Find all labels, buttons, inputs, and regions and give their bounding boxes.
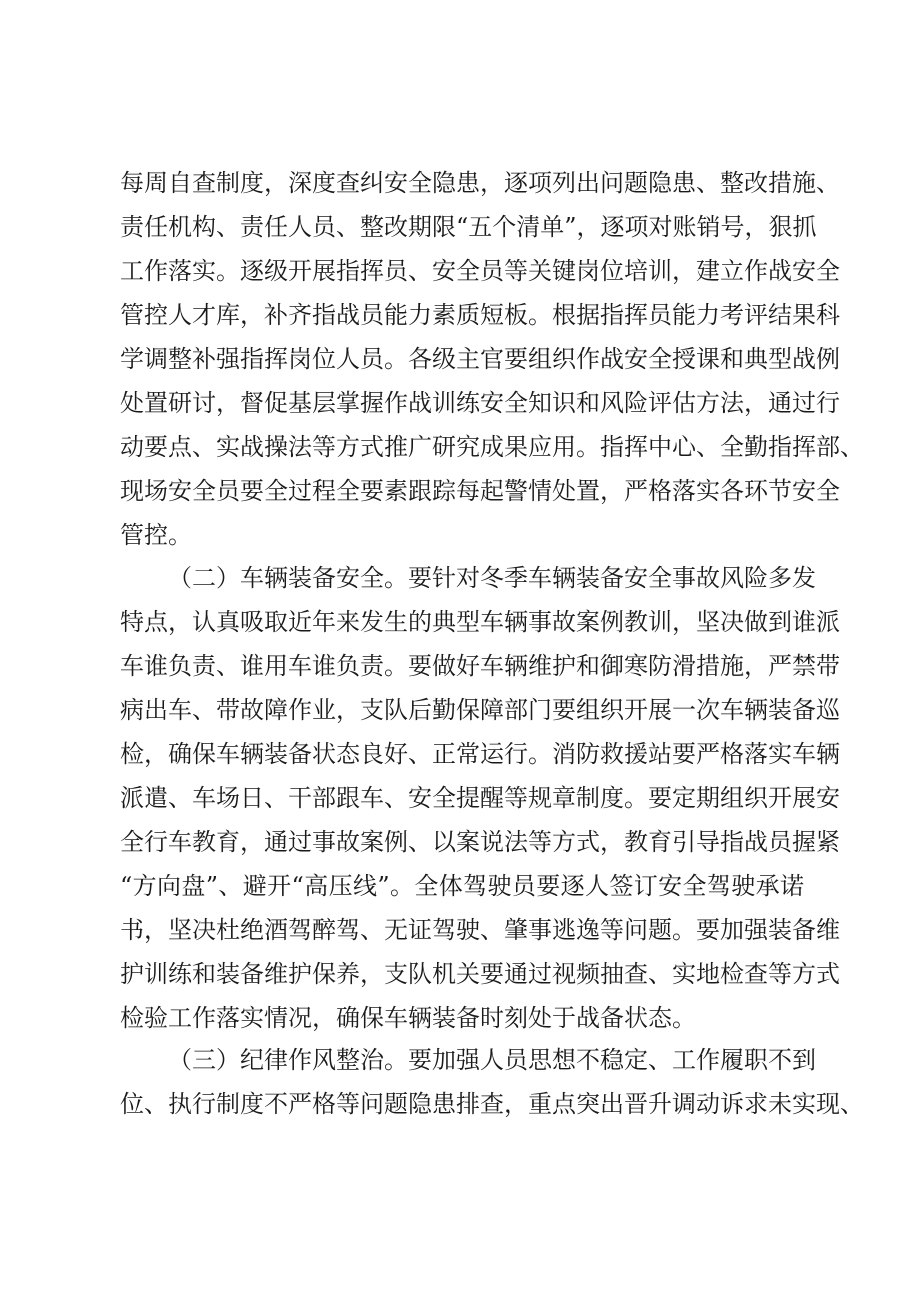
text-line: 书，坚决杜绝酒驾醉驾、无证驾驶、肇事逃逸等问题。要加强装备维 (120, 916, 840, 944)
text-line: 学调整补强指挥岗位人员。各级主官要组织作战安全授课和典型战例 (120, 345, 840, 373)
text-line: 特点，认真吸取近年来发生的典型车辆事故案例教训，坚决做到谁派 (120, 608, 840, 636)
text-line: 工作落实。逐级开展指挥员、安全员等关键岗位培训，建立作战安全 (120, 257, 840, 285)
text-line: 责任机构、责任人员、整改期限“五个清单”，逐项对账销号，狠抓 (120, 213, 817, 241)
text-line: 每周自查制度，深度查纠安全隐患，逐项列出问题隐患、整改措施、 (120, 169, 840, 197)
text-line: 管控。 (120, 521, 192, 549)
text-line: 动要点、实战操法等方式推广研究成果应用。指挥中心、全勤指挥部、 (120, 433, 864, 461)
text-line: 护训练和装备维护保养，支队机关要通过视频抽查、实地检查等方式 (120, 960, 840, 988)
text-line: 检，确保车辆装备状态良好、正常运行。消防救援站要严格落实车辆 (120, 740, 840, 768)
section-heading-line: （三）纪律作风整治。要加强人员思想不稳定、工作履职不到 (168, 1046, 816, 1074)
text-line: 全行车教育，通过事故案例、以案说法等方式，教育引导指战员握紧 (120, 828, 840, 856)
text-line: 病出车、带故障作业，支队后勤保障部门要组织开展一次车辆装备巡 (120, 696, 840, 724)
text-line: 管控人才库，补齐指战员能力素质短板。根据指挥员能力考评结果科 (120, 301, 840, 329)
text-line: 现场安全员要全过程全要素跟踪每起警情处置，严格落实各环节安全 (120, 477, 840, 505)
text-line: 车谁负责、谁用车谁负责。要做好车辆维护和御寒防滑措施，严禁带 (120, 652, 840, 680)
section-heading-line: （二）车辆装备安全。要针对冬季车辆装备安全事故风险多发 (168, 564, 816, 592)
text-line: 派遣、车场日、干部跟车、安全提醒等规章制度。要定期组织开展安 (120, 784, 840, 812)
text-line: 处置研讨，督促基层掌握作战训练安全知识和风险评估方法，通过行 (120, 389, 840, 417)
text-line: 位、执行制度不严格等问题隐患排查，重点突出晋升调动诉求未实现、 (120, 1090, 864, 1118)
text-line: 检验工作落实情况，确保车辆装备时刻处于战备状态。 (120, 1004, 696, 1032)
text-line: “方向盘”、避开“高压线”。全体驾驶员要逐人签订安全驾驶承诺 (120, 872, 804, 900)
